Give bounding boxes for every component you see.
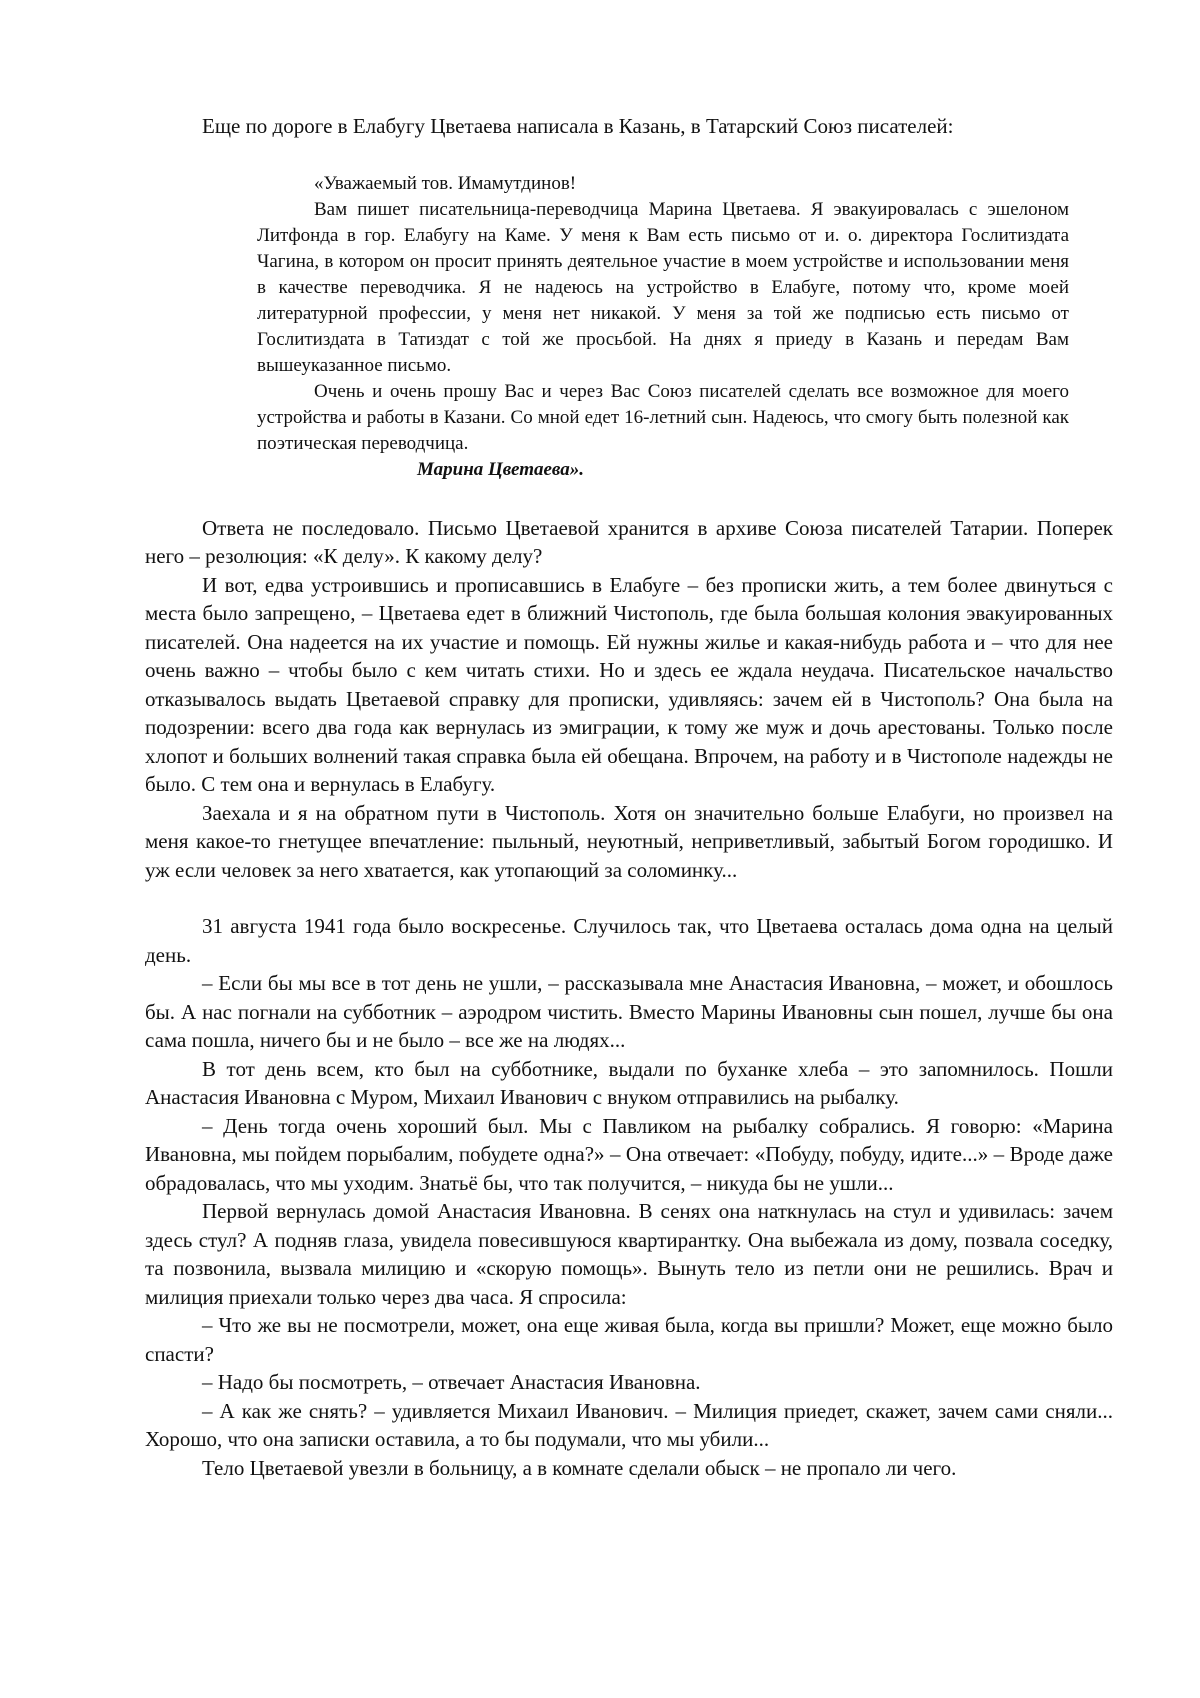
section-chistopol xyxy=(145,514,1113,885)
body-paragraph: – День тогда очень хороший был. Мы с Павликом на рыбалку собрались. Я говорю: «Марина Ивановна, мы пойдем порыбалим, побудете одна?» – Она отвечает: «Побуду, побуду, идите...» – Вроде даже обрадовалась, что мы уходим. Знатьё бы, что так получится, – никуда бы не ушли... xyxy=(145,1113,1113,1195)
document-page xyxy=(145,112,1113,1482)
body-paragraph: – Надо бы посмотреть, – отвечает Анастасия Ивановна. xyxy=(202,1370,701,1394)
section-gap xyxy=(145,884,1113,912)
quoted-letter xyxy=(257,171,1069,483)
body-paragraph: В тот день всем, кто был на субботнике, выдали по буханке хлеба – это запомнилось. Пошли Анастасия Ивановна с Муром, Михаил Иванович с внуком отправились на рыбалку. xyxy=(145,1056,1113,1109)
body-paragraph: – Если бы мы все в тот день не ушли, – рассказывала мне Анастасия Ивановна, – может, и обошлось бы. А нас погнали на субботник – аэродром чистить. Вместо Марины Ивановны сын пошел, лучше бы она сама пошла, ничего бы и не было – все же на людях... xyxy=(145,971,1113,1052)
body-paragraph: Ответа не последовало. Письмо Цветаевой хранится в архиве Союза писателей Татарии. Поперек него – резолюция: «К делу». К какому делу? xyxy=(145,515,1113,568)
body-paragraph: – Что же вы не посмотрели, может, она еще живая была, когда вы пришли? Может, еще можно было спасти? xyxy=(145,1313,1113,1366)
intro-paragraph: Еще по дороге в Елабугу Цветаева написала в Казань, в Татарский Союз писателей: xyxy=(202,114,954,138)
letter-paragraph: Очень и очень прошу Вас и через Вас Союз писателей сделать все возможное для моего устройства и работы в Казани. Со мной едет 16-летний сын. Надеюсь, что смогу быть полезной как поэтическая переводчица. xyxy=(257,380,1069,454)
body-paragraph: – А как же снять? – удивляется Михаил Иванович. – Милиция приедет, скажет, зачем сами сняли... Хорошо, что она записки оставила, а то бы подумали, что мы убили... xyxy=(145,1398,1113,1451)
body-paragraph: Тело Цветаевой увезли в больницу, а в комнате сделали обыск – не пропало ли чего. xyxy=(202,1455,957,1480)
body-paragraph: И вот, едва устроившись и прописавшись в Елабуге – без прописки жить, а тем более двинуться с места было запрещено, – Цветаева едет в ближний Чистополь, где была большая колония эвакуированных писателей. Она надеется на их участие и помощь. Ей нужны жилье и какая-нибудь работа и – что для нее очень важно – чтобы было с кем читать стихи. Но и здесь ее ждала неудача. Писательское начальство отказывалось выдать Цветаевой справку для прописки, удивляясь: зачем ей в Чистополь? Она была на подозрении: всего два года как вернулась из эмиграции, к тому же муж и дочь арестованы. Только после хлопот и больших волнений такая справка была ей обещана. Впрочем, на работу и в Чистополе надежды не было. С тем она и вернулась в Елабугу. xyxy=(145,572,1113,796)
letter-signature: Марина Цветаева». xyxy=(417,458,585,480)
section-august-31 xyxy=(145,912,1113,1482)
body-paragraph: Заехала и я на обратном пути в Чистополь. Хотя он значительно больше Елабуги, но произвел на меня какое-то гнетущее впечатление: пыльный, неуютный, неприветливый, забытый Богом городишко. И уж если человек за него хватается, как утопающий за соломинку... xyxy=(145,800,1113,882)
body-paragraph: Первой вернулась домой Анастасия Ивановна. В сенях она наткнулась на стул и удивилась: зачем здесь стул? А подняв глаза, увидела повесившуюся квартирантку. Она выбежала из дому, позвала соседку, та позвонила, вызвала милицию и «скорую помощь». Вынуть тело из петли они не решились. Врач и милиция приехали только через два часа. Я спросила: xyxy=(145,1199,1113,1309)
letter-greeting: «Уважаемый тов. Имамутдинов! xyxy=(314,172,577,194)
body-paragraph: 31 августа 1941 года было воскресенье. Случилось так, что Цветаева осталась дома одна на целый день. xyxy=(145,914,1113,967)
letter-paragraph: Вам пишет писательница-переводчица Марина Цветаева. Я эвакуировалась с эшелоном Литфонда в гор. Елабугу на Каме. У меня к Вам есть письмо от и. о. директора Гослитиздата Чагина, в котором он просит принять деятельное участие в моем устройстве и использовании меня в качестве переводчика. Я не надеюсь на устройство в Елабуге, потому что, кроме моей литературной профессии, у меня нет никакой. У меня за той же подписью есть письмо от Гослитиздата в Татиздат с той же просьбой. На днях я приеду в Казань и передам Вам вышеуказанное письмо. xyxy=(257,198,1069,376)
